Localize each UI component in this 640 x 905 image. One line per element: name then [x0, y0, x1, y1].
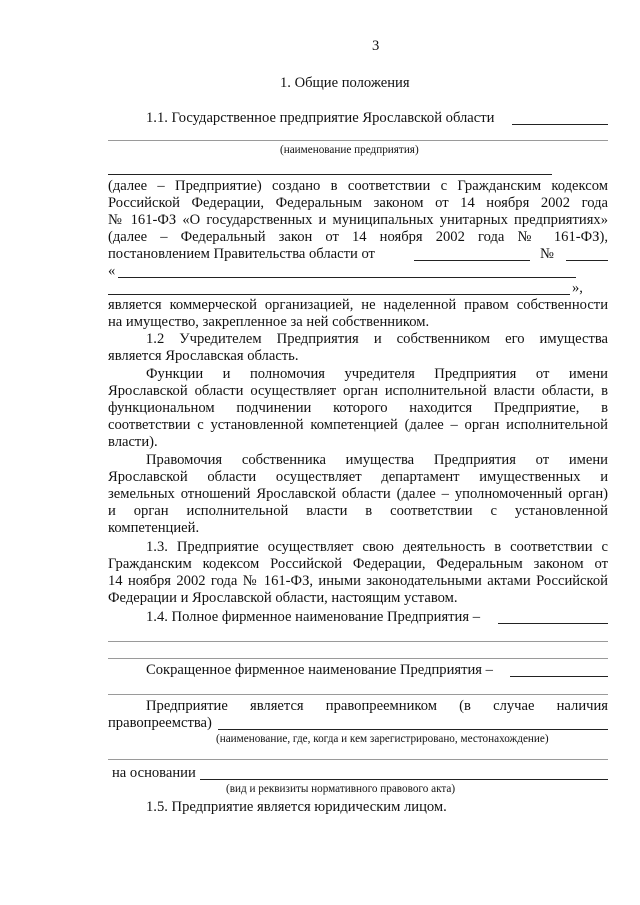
owner-line-3: земельных отношений Ярославской области (далее – уполномоченный орган): [108, 486, 608, 502]
decree-number-sign: №: [540, 246, 554, 262]
short-name-line-2: [108, 694, 608, 695]
functions-line-1: Функции и полномочия учредителя Предприятия от имени: [146, 366, 608, 382]
functions-line-2: Ярославской области осуществляет орган исполнительной власти области, в: [108, 383, 608, 399]
p1-2-line-1: 1.2 Учредителем Предприятия и собственником его имущества: [146, 331, 608, 347]
full-name-line-2: [108, 641, 608, 642]
section-title: 1. Общие положения: [280, 75, 410, 91]
full-name-blank: [498, 623, 608, 624]
functions-line-4: соответствии с установленной компетенцией (далее – орган исполнительной: [108, 417, 608, 433]
p1-1-intro: 1.1. Государственное предприятие Ярославской области: [146, 110, 495, 126]
p1-3-line-2: Гражданским кодексом Российской Федерации, Федеральным законом от: [108, 556, 608, 572]
p1-1-line-3: № 161-ФЗ «О государственных и муниципальных унитарных предприятиях»: [108, 212, 608, 228]
basis-label: на основании: [112, 765, 196, 781]
successor-line: Предприятие является правопреемником (в случае наличия: [146, 698, 608, 714]
decree-title-blank-1: [118, 277, 576, 278]
basis-caption: (вид и реквизиты нормативного правового акта): [226, 783, 456, 795]
full-name-label: 1.4. Полное фирменное наименование Предприятия –: [146, 609, 481, 625]
successor-caption: (наименование, где, когда и кем зарегистрировано, местонахождение): [216, 733, 549, 745]
decree-title-blank-2: [108, 294, 570, 295]
p1-1-line-2: Российской Федерации, Федеральным законом от 14 ноября 2002 года: [108, 195, 608, 211]
decree-prefix: постановлением Правительства области от: [108, 246, 375, 262]
short-name-blank: [510, 676, 608, 677]
short-name-label: Сокращенное фирменное наименование Предприятия –: [146, 662, 493, 678]
p1-1-tail-2: на имущество, закрепленное за ней собственником.: [108, 314, 430, 330]
enterprise-name-line: [108, 140, 608, 141]
decree-number-blank: [566, 260, 608, 261]
decree-date-blank: [414, 260, 530, 261]
enterprise-name-blank: [512, 124, 608, 125]
enterprise-name-caption: (наименование предприятия): [280, 144, 419, 156]
functions-line-5: власти).: [108, 434, 158, 450]
p1-3-line-3: 14 ноября 2002 года № 161-ФЗ, иными законодательными актами Российской: [108, 573, 608, 589]
successor-line-2: [108, 759, 608, 760]
basis-blank: [200, 779, 608, 780]
owner-line-1: Правомочия собственника имущества Предприятия от имени: [146, 452, 608, 468]
owner-line-5: компетенцией.: [108, 520, 200, 536]
p1-3-line-1: 1.3. Предприятие осуществляет свою деятельность в соответствии с: [146, 539, 608, 555]
functions-line-3: функциональном подчинении которого находится Предприятие, в: [108, 400, 608, 416]
p1-1-tail-1: является коммерческой организацией, не наделенной правом собственности: [108, 297, 608, 313]
successor-blank: [218, 729, 608, 730]
p1-1-line-1: (далее – Предприятие) создано в соответствии с Гражданским кодексом: [108, 178, 608, 194]
enterprise-name-line-2: [108, 174, 552, 175]
p1-1-line-4: (далее – Федеральный закон от 14 ноября 2002 года № 161-ФЗ),: [108, 229, 608, 245]
p1-3-line-4: Федерации и Ярославской области, настоящим уставом.: [108, 590, 458, 606]
p1-2-line-2: является Ярославская область.: [108, 348, 299, 364]
page-number: 3: [372, 38, 380, 54]
quote-close: »,: [572, 280, 583, 296]
p1-5: 1.5. Предприятие является юридическим лицом.: [146, 799, 447, 815]
successor-label: правопреемства): [108, 715, 212, 731]
owner-line-4: и орган исполнительной власти в соответствии с установленной: [108, 503, 608, 519]
owner-line-2: Ярославской области осуществляет департамент имущественных и: [108, 469, 608, 485]
full-name-line-3: [108, 658, 608, 659]
quote-open: «: [108, 263, 116, 279]
